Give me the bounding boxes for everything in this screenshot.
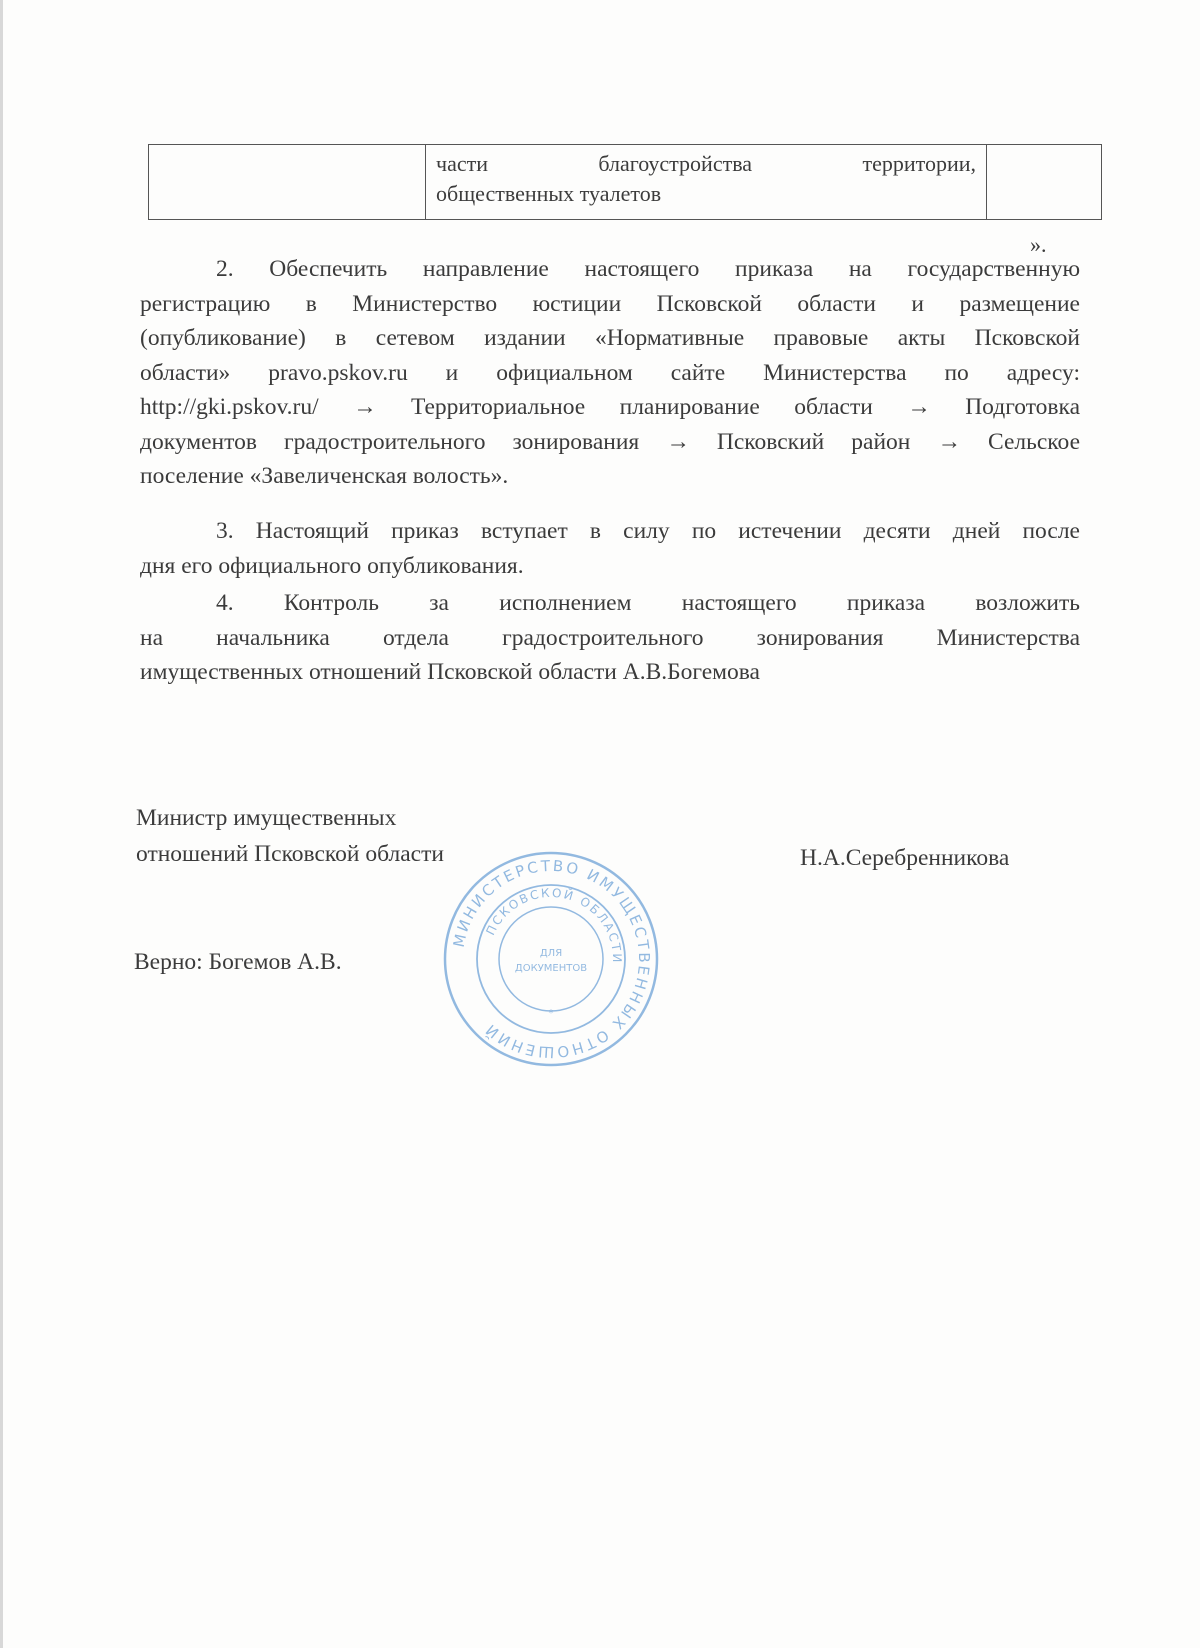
paragraph-line: 4. Контроль за исполнением настоящего приказа возложить bbox=[216, 590, 1080, 616]
closing-quote: ». bbox=[1030, 232, 1047, 257]
paragraph-3 bbox=[140, 514, 1080, 583]
official-stamp bbox=[440, 848, 662, 1070]
certification-note: Верно: Богемов А.В. bbox=[134, 949, 342, 975]
paragraph-2 bbox=[140, 252, 1080, 494]
signature-position-line-1: Министр имущественных bbox=[136, 805, 397, 831]
table-row bbox=[149, 145, 1102, 220]
paragraph-line: поселение «Завеличенская волость». bbox=[140, 463, 509, 489]
paragraph-line: регистрацию в Министерство юстиции Псковской области и размещение bbox=[140, 290, 1080, 317]
stamp-outer-text: МИНИСТЕРСТВО ИМУЩЕСТВЕННЫХ ОТНОШЕНИЙ bbox=[449, 856, 654, 1062]
paragraph-line: документов градостроительного зонирования → Псковский район → Сельское bbox=[140, 428, 1080, 455]
paragraph-line: 3. Настоящий приказ вступает в силу по истечении десяти дней после bbox=[216, 518, 1080, 544]
paragraph-line: дня его официального опубликования. bbox=[140, 552, 524, 579]
signatory-name: Н.А.Серебренникова bbox=[800, 845, 1010, 871]
paragraph-line: имущественных отношений Псковской области А.В.Богемова bbox=[140, 659, 760, 685]
table-cell-description bbox=[426, 145, 987, 220]
signature-position-line-2: отношений Псковской области bbox=[136, 841, 444, 867]
stamp-star: * bbox=[548, 1008, 554, 1019]
paragraph-line: 2. Обеспечить направление настоящего приказа на государственную bbox=[216, 256, 1080, 282]
word: части bbox=[436, 151, 488, 176]
scan-edge bbox=[0, 0, 3, 1648]
paragraph-line: http://gki.pskov.ru/ → Территориальное планирование области → Подготовка bbox=[140, 394, 1080, 420]
stamp-center-line-2: ДОКУМЕНТОВ bbox=[514, 963, 588, 974]
word: территории, bbox=[862, 151, 976, 176]
stamp-inner-text: ПСКОВСКОЙ ОБЛАСТИ bbox=[483, 885, 625, 965]
signature-position bbox=[136, 800, 444, 872]
table-cell-empty-left bbox=[149, 145, 426, 220]
stamp-inner-ring bbox=[499, 907, 603, 1011]
word: благоустройства bbox=[598, 151, 753, 176]
stamp-center-line-1: ДЛЯ bbox=[539, 948, 563, 959]
paragraph-line: области» pravo.pskov.ru и официальном сайте Министерства по адресу: bbox=[140, 359, 1080, 386]
table-cell-line-1 bbox=[436, 149, 976, 179]
paragraph-line: на начальника отдела градостроительного зонирования Министерства bbox=[140, 624, 1080, 651]
table-fragment bbox=[148, 144, 1102, 220]
paragraph-line: (опубликование) в сетевом издании «Нормативные правовые акты Псковской bbox=[140, 325, 1080, 351]
paragraph-4 bbox=[140, 586, 1080, 690]
table-cell-line-2: общественных туалетов bbox=[436, 181, 662, 206]
table-cell-empty-right bbox=[987, 145, 1102, 220]
